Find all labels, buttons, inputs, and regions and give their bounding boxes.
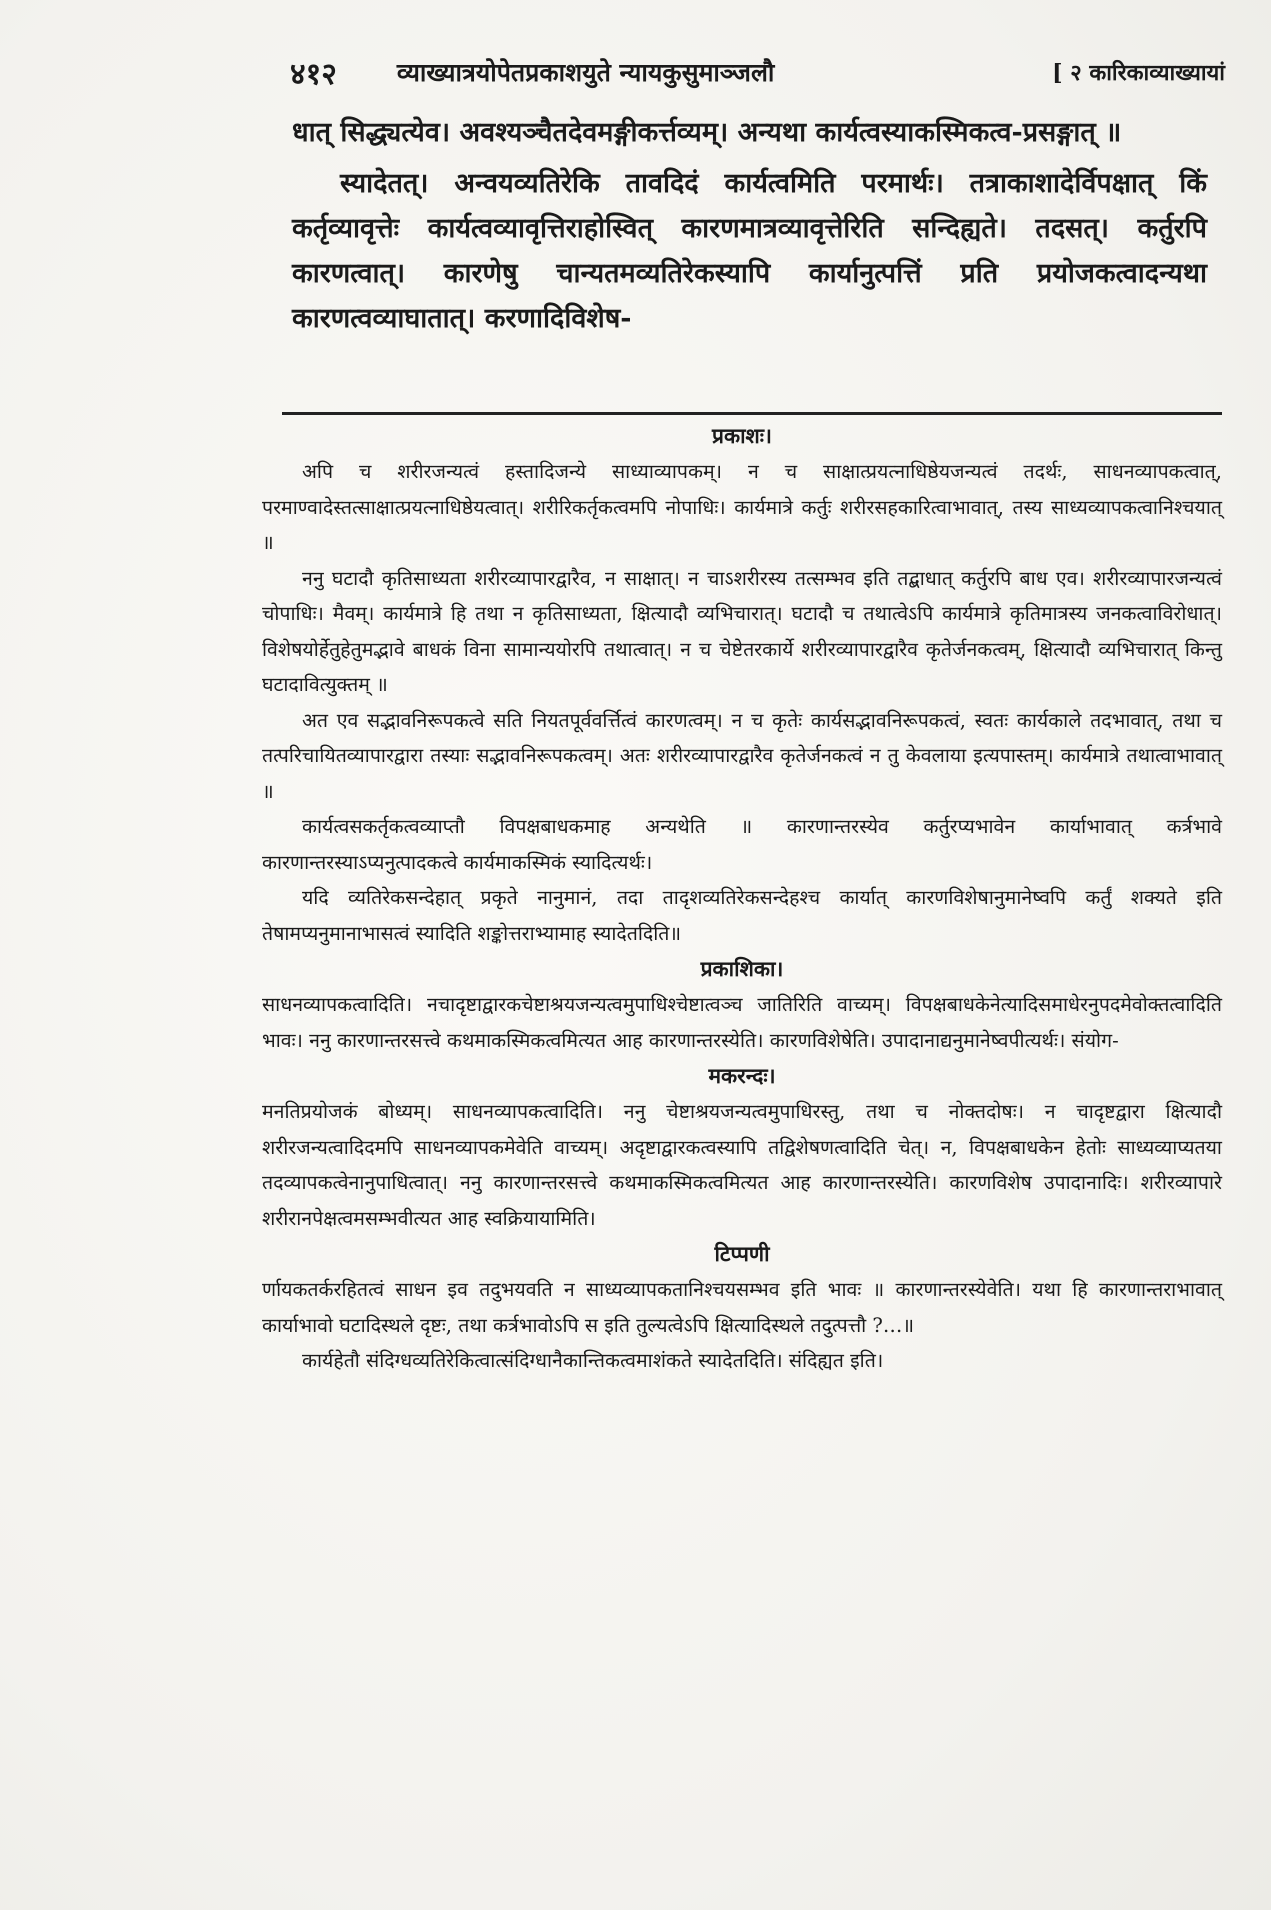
commentary-paragraph: मनतिप्रयोजकं बोध्यम्। साधनव्यापकत्वादिति। ननु चेष्टाश्रयजन्यत्वमुपाधिरस्तु, तथा च नोक्तदोषः। न चादृष्टद्वारा क्षित्यादौ शरीरजन्यत्वादिदमपि साधनव्यापकमेवेति वाच्यम्। अदृष्टाद्वारकत्वस्यापि तद्विशेषणत्वादिति चेत्। न, विपक्षबाधकेन हेतोः साध्यव्याप्यतया तदव्यापकत्वेनानुपाधित्वात्। ननु कारणान्तरसत्त्वे कथमाकस्मिकत्वमित्यत आह कारणान्तरस्येति। कारणविशेष उपादानादिः। शरीरव्यापारे शरीरानपेक्षत्वमसम्भवीत्यत आह स्वक्रियायामिति। (262, 1100, 1222, 1230)
commentary-paragraph: अपि च शरीरजन्यत्वं हस्तादिजन्ये साध्याव्यापकम्। न च साक्षात्प्रयत्नाधिष्ठेयजन्यत्वं तदर्थः, साधनव्यापकत्वात्, परमाण्वादेस्तत्साक्षात्प्रयत्नाधिष्ठेयत्वात्। शरीरिकर्तृकत्वमपि नोपाधिः। कार्यमात्रे कर्तुः शरीरसहकारित्वाभावात्, तस्य साध्यव्यापकत्वानिश्चयात् ॥ (262, 460, 1222, 554)
commentary-heading: प्रकाशिका। (700, 956, 784, 981)
commentary-paragraph: कार्यहेतौ संदिग्धव्यतिरेकित्वात्संदिग्धानैकान्तिकत्वमाशंकते स्यादेतदिति। संदिह्यत इति। (302, 1349, 884, 1372)
commentary-paragraph: अत एव सद्भावनिरूपकत्वे सति नियतपूर्ववर्त्तित्वं कारणत्वम्। न च कृतेः कार्यसद्भावनिरूपकत्वं, स्वतः कार्यकाले तदभावात्, तथा च तत्परिचायितव्यापारद्वारा तस्याः सद्भावनिरूपकत्वम्। अतः शरीरव्यापारद्वारैव कृतेर्जनकत्वं न तु केवलाया इत्यपास्तम्। कार्यमात्रे तथात्वाभावात् ॥ (262, 708, 1222, 803)
commentary-paragraph: साधनव्यापकत्वादिति। नचादृष्टाद्वारकचेष्टाश्रयजन्यत्वमुपाधिश्चेष्टात्वञ्च जातिरिति वाच्यम्। विपक्षबाधकेनेत्यादिसमाधेरनुपदमेवोक्तत्वादिति भावः। ननु कारणान्तरसत्त्वे कथमाकस्मिकत्वमित्यत आह कारणान्तरस्येति। कारणविशेषेति। उपादानाद्यनुमानेष्वपीत्यर्थः। संयोग- (262, 993, 1222, 1052)
divider-rule (282, 412, 1222, 415)
commentary-paragraph: ननु घटादौ कृतिसाध्यता शरीरव्यापारद्वारैव, न साक्षात्। न चाऽशरीरस्य तत्सम्भव इति तद्बाधात् कर्तुरपि बाध एव। शरीरव्यापारजन्यत्वं चोपाधिः। मैवम्। कार्यमात्रे हि तथा न कृतिसाध्यता, क्षित्यादौ व्यभिचारात्। घटादौ च तथात्वेऽपि कार्यमात्रे कृतिमात्रस्य जनकत्वाविरोधात्। विशेषयोर्हेतुहेतुमद्भावे बाधकं विना सामान्ययोरपि तथात्वात्। न च चेष्टेतरकार्ये शरीरव्यापारद्वारैव कृतेर्जनकत्वम्, क्षित्यादौ व्यभिचारात् किन्तु घटादावित्युक्तम् ॥ (262, 566, 1222, 696)
commentary-paragraph: यदि व्यतिरेकसन्देहात् प्रकृते नानुमानं, तदा तादृशव्यतिरेकसन्देहश्च कार्यात् कारणविशेषानुमानेष्वपि कर्तुं शक्यते इति तेषामप्यनुमानाभासत्वं स्यादिति शङ्कोत्तराभ्यामाह स्यादेतदिति॥ (262, 886, 1222, 945)
mula-text (292, 110, 1207, 341)
commentary-heading: मकरन्दः। (708, 1063, 776, 1088)
page-number: ४१२ (290, 56, 337, 92)
section-label: [ २ कारिकाव्याख्यायां (1052, 60, 1225, 86)
mula-paragraph: स्यादेतत्। अन्वयव्यतिरेकि तावदिदं कार्यत्वमिति परमार्थः। तत्राकाशादेर्विपक्षात् किं कर्तृव्यावृत्तेः कार्यत्वव्यावृत्तिराहोस्वित् कारणमात्रव्यावृत्तेरिति सन्दिह्यते। तदसत्। कर्तुरपि कारणत्वात्। कारणेषु चान्यतमव्यतिरेकस्यापि कार्यानुत्पत्तिं प्रति प्रयोजकत्वादन्यथा कारणत्वव्याघातात्। करणादिविशेष- (292, 168, 1207, 334)
commentary-paragraph: कार्यत्वसकर्तृकत्वव्याप्तौ विपक्षबाधकमाह अन्यथेति ॥ कारणान्तरस्येव कर्तुरप्यभावेन कार्याभावात् कर्त्रभावे कारणान्तरस्याऽप्यनुत्पादकत्वे कार्यमाकस्मिकं स्यादित्यर्थः। (262, 815, 1222, 874)
commentary-paragraph: र्णायकतर्करहितत्वं साधन इव तदुभयवति न साध्यव्यापकतानिश्चयसम्भव इति भावः ॥ कारणान्तरस्येवेति। यथा हि कारणान्तराभावात् कार्याभावो घटादिस्थले दृष्टः, तथा कर्त्रभावोऽपि स इति तुल्यत्वेऽपि क्षित्यादिस्थले तदुत्पत्तौ ?…॥ (262, 1278, 1222, 1337)
commentary-block (262, 418, 1222, 1379)
commentary-heading: प्रकाशः। (712, 423, 772, 448)
commentary-heading: टिप्पणी (714, 1241, 770, 1266)
page-header (290, 44, 1225, 100)
mula-paragraph: धात् सिद्ध्यत्येव। अवश्यञ्चैतदेवमङ्गीकर्त्तव्यम्। अन्यथा कार्यत्वस्याकस्मिकत्व-प्रसङ्गात् ॥ (292, 117, 1122, 148)
running-title: व्याख्यात्रयोपेतप्रकाशयुते न्यायकुसुमाञ्जलौ (396, 58, 775, 87)
